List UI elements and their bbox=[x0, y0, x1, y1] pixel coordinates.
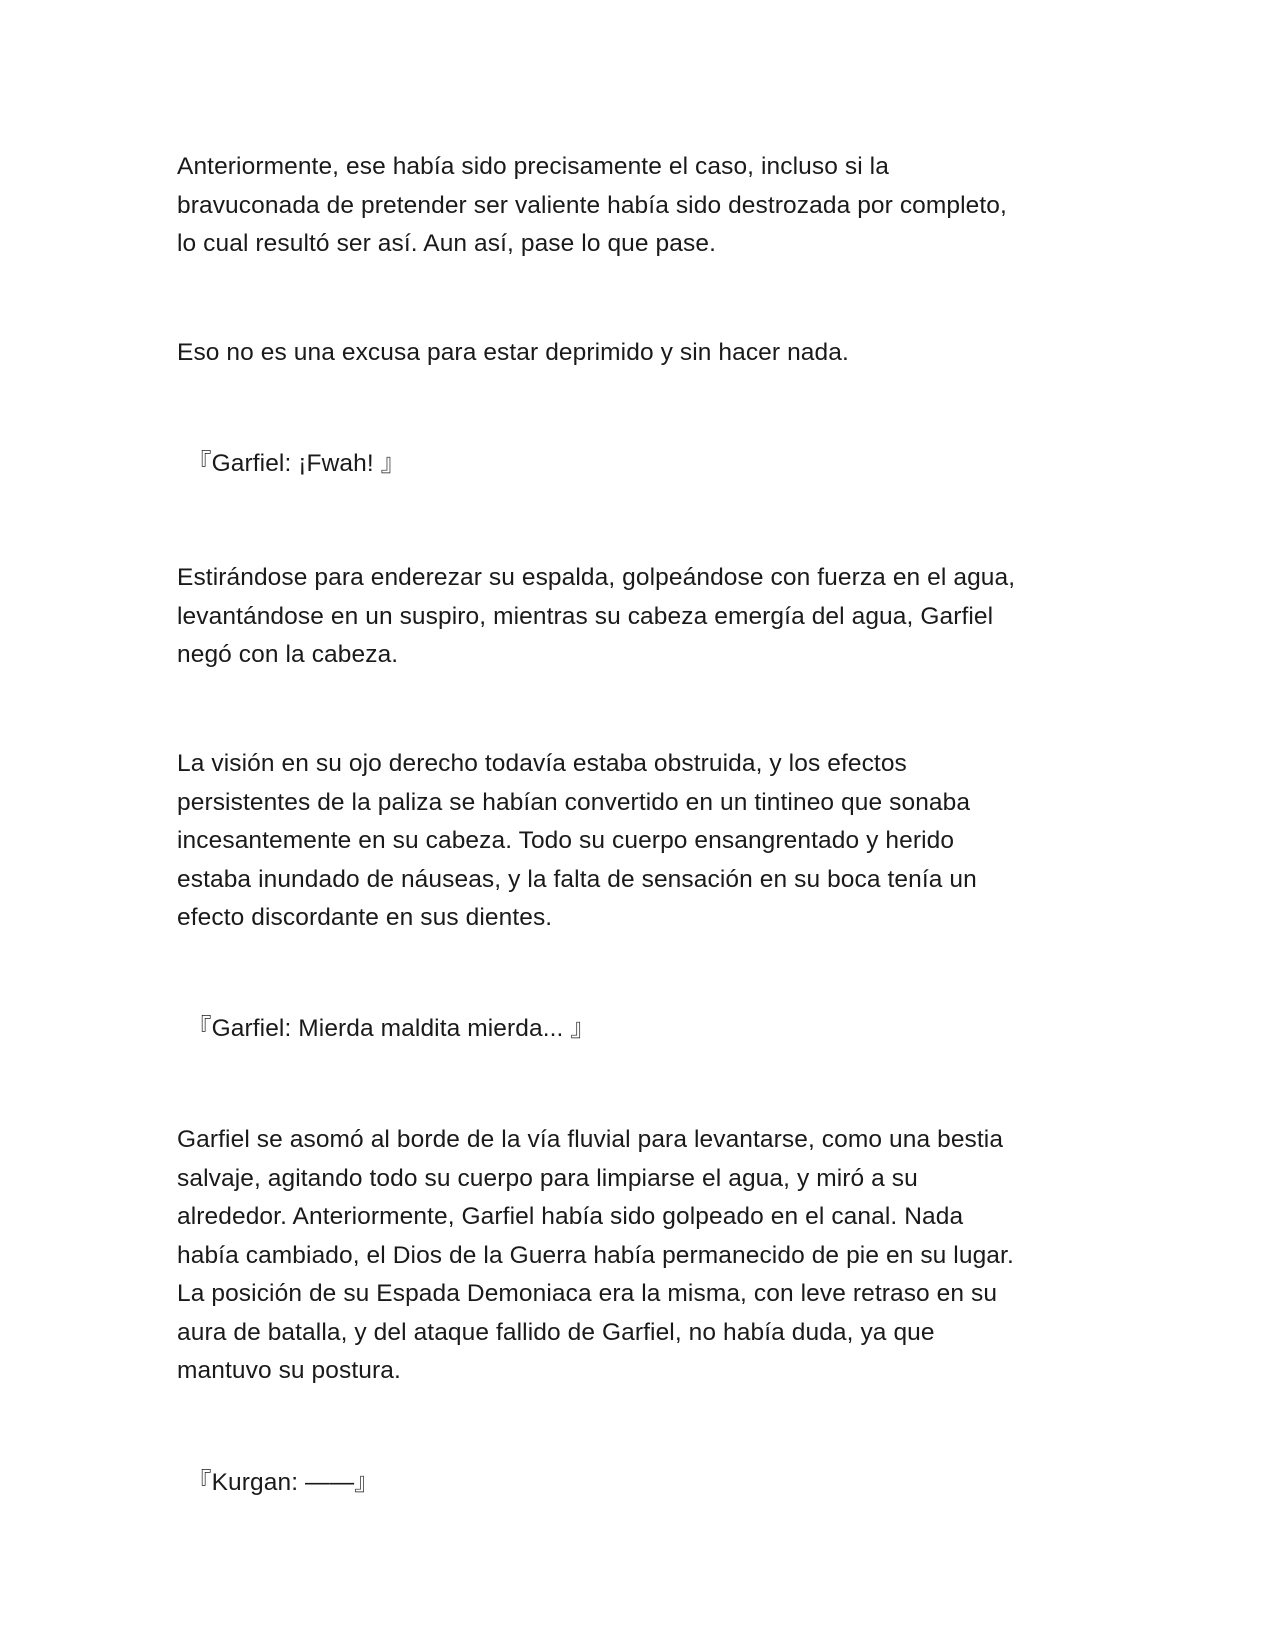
paragraph-narration bbox=[177, 334, 1087, 373]
text-line: había cambiado, el Dios de la Guerra había permanecido de pie en su lugar. bbox=[177, 1241, 1014, 1269]
paragraph-dialogue bbox=[187, 1464, 1097, 1503]
text-line: Garfiel se asomó al borde de la vía fluvial para levantarse, como una bestia bbox=[177, 1126, 1004, 1153]
paragraph-narration bbox=[177, 1121, 1087, 1391]
text-line: alrededor. Anteriormente, Garfiel había sido golpeado en el canal. Nada bbox=[177, 1203, 964, 1230]
text-line: Anteriormente, ese había sido precisamente el caso, incluso si la bbox=[177, 153, 889, 180]
text-line: mantuvo su postura. bbox=[177, 1357, 401, 1384]
dialogue-line: 『Garfiel: Mierda maldita mierda... 』 bbox=[187, 1015, 595, 1042]
text-line: La visión en su ojo derecho todavía estaba obstruida, y los efectos bbox=[177, 750, 907, 777]
text-line: estaba inundado de náuseas, y la falta de sensación en su boca tenía un bbox=[177, 865, 977, 893]
text-line: salvaje, agitando todo su cuerpo para limpiarse el agua, y miró a su bbox=[177, 1164, 918, 1192]
text-line: levantándose en un suspiro, mientras su cabeza emergía del agua, Garfiel bbox=[177, 602, 994, 630]
paragraph-narration bbox=[177, 559, 1087, 675]
text-line: lo cual resultó ser así. Aun así, pase lo que pase. bbox=[177, 230, 716, 257]
paragraph-dialogue bbox=[187, 1010, 1097, 1049]
text-line: persistentes de la paliza se habían convertido en un tintineo que sonaba bbox=[177, 788, 971, 816]
text-line: bravuconada de pretender ser valiente había sido destrozada por completo, bbox=[177, 191, 1007, 219]
paragraph-narration bbox=[177, 745, 1087, 938]
text-line: incesantemente en su cabeza. Todo su cuerpo ensangrentado y herido bbox=[177, 827, 955, 854]
dialogue-line: 『Garfiel: ¡Fwah! 』 bbox=[187, 450, 406, 477]
text-line: Estirándose para enderezar su espalda, golpeándose con fuerza en el agua, bbox=[177, 564, 1016, 591]
text-line: negó con la cabeza. bbox=[177, 641, 399, 668]
paragraph-dialogue bbox=[187, 445, 1097, 484]
text-line: aura de batalla, y del ataque fallido de Garfiel, no había duda, ya que bbox=[177, 1318, 935, 1346]
paragraph-narration bbox=[177, 148, 1087, 264]
text-line: Eso no es una excusa para estar deprimido y sin hacer nada. bbox=[177, 339, 849, 366]
text-line: La posición de su Espada Demoniaca era la misma, con leve retraso en su bbox=[177, 1280, 998, 1307]
text-line: efecto discordante en sus dientes. bbox=[177, 904, 553, 931]
dialogue-line: 『Kurgan: ——』 bbox=[187, 1469, 379, 1496]
